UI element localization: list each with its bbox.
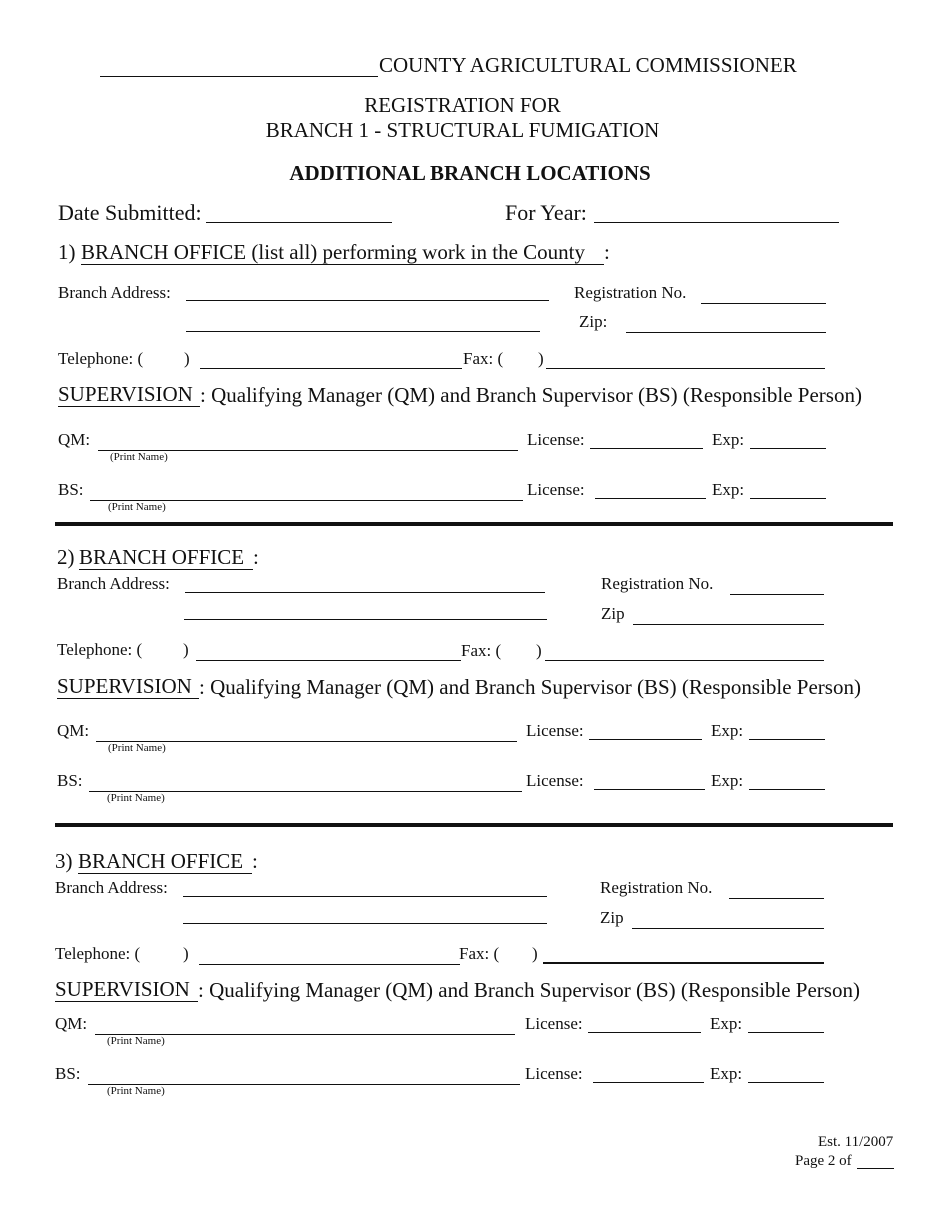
section2-heading: BRANCH OFFICE (79, 545, 245, 569)
section2-bs-print-name: (Print Name) (107, 792, 165, 804)
section3-zip-label: Zip (600, 908, 624, 927)
section2-qm-label: QM: (57, 721, 90, 740)
section3-registration-label: Registration No. (600, 878, 713, 897)
section3-zip-field[interactable] (632, 928, 824, 929)
county-name-line[interactable] (100, 76, 378, 77)
commissioner-heading: COUNTY AGRICULTURAL COMMISSIONER (379, 53, 797, 77)
section2-fax-field[interactable] (545, 660, 824, 661)
section2-bs-label: BS: (57, 771, 83, 790)
section3-fax-label: Fax: ( (459, 944, 500, 963)
section1-qm-exp-field[interactable] (750, 448, 826, 449)
section-divider-1 (55, 522, 893, 526)
registration-title-line2: BRANCH 1 - STRUCTURAL FUMIGATION (265, 118, 660, 142)
section2-supervision-label: SUPERVISION (57, 674, 192, 698)
section2-branch-address-label: Branch Address: (57, 574, 170, 593)
section1-bs-exp-label: Exp: (712, 480, 745, 499)
form-revision: Est. 11/2007 (818, 1134, 894, 1150)
section3-telephone-field[interactable] (199, 964, 460, 965)
for-year-field[interactable] (594, 222, 839, 223)
section2-zip-field[interactable] (633, 624, 824, 625)
section1-number: 1) (58, 240, 76, 264)
section2-qm-print-name: (Print Name) (108, 742, 166, 754)
section2-number: 2) (57, 545, 75, 569)
section3-qm-license-field[interactable] (588, 1032, 701, 1033)
section3-fax-field[interactable] (543, 962, 824, 964)
section3-qm-print-name: (Print Name) (107, 1035, 165, 1047)
section1-qm-label: QM: (58, 430, 91, 449)
section1-fax-field[interactable] (546, 368, 825, 369)
section3-branch-address-field[interactable] (183, 896, 547, 897)
section2-qm-exp-label: Exp: (711, 721, 744, 740)
section3-qm-label: QM: (55, 1014, 88, 1033)
section1-qm-exp-label: Exp: (712, 430, 745, 449)
section1-branch-address-label: Branch Address: (58, 283, 171, 302)
section2-supervision-text: : Qualifying Manager (QM) and Branch Supervisor (BS) (Responsible Person) (199, 675, 861, 699)
section1-supervision-label: SUPERVISION (58, 382, 193, 406)
date-submitted-field[interactable] (206, 222, 392, 223)
section1-qm-license-field[interactable] (590, 448, 703, 449)
section1-bs-license-field[interactable] (595, 498, 706, 499)
section3-supervision-label: SUPERVISION (55, 977, 190, 1001)
section2-qm-exp-field[interactable] (749, 739, 825, 740)
section2-bs-exp-label: Exp: (711, 771, 744, 790)
section2-fax-label: Fax: ( (461, 641, 502, 660)
section1-zip-label: Zip: (579, 312, 608, 331)
section1-telephone-label: Telephone: ( (58, 349, 144, 368)
section3-qm-exp-label: Exp: (710, 1014, 743, 1033)
section2-qm-license-field[interactable] (589, 739, 702, 740)
section1-registration-field[interactable] (701, 303, 826, 304)
section1-bs-label: BS: (58, 480, 84, 499)
section2-registration-field[interactable] (730, 594, 824, 595)
section2-registration-label: Registration No. (601, 574, 714, 593)
registration-title-line1: REGISTRATION FOR (364, 93, 561, 117)
section1-qm-print-name: (Print Name) (110, 451, 168, 463)
section3-bs-print-name: (Print Name) (107, 1085, 165, 1097)
section1-bs-license-label: License: (527, 480, 585, 499)
section1-heading: BRANCH OFFICE (list all) performing work in the County (81, 240, 585, 264)
section3-bs-license-label: License: (525, 1064, 583, 1083)
section3-number: 3) (55, 849, 73, 873)
section2-telephone-field[interactable] (196, 660, 461, 661)
section1-supervision-text: : Qualifying Manager (QM) and Branch Supervisor (BS) (Responsible Person) (200, 383, 862, 407)
page-subtitle: ADDITIONAL BRANCH LOCATIONS (289, 161, 651, 185)
section1-qm-license-label: License: (527, 430, 585, 449)
section3-registration-field[interactable] (729, 898, 824, 899)
page-number-label: Page 2 of (795, 1153, 852, 1169)
section3-bs-exp-label: Exp: (710, 1064, 743, 1083)
section2-telephone-label: Telephone: ( (57, 640, 143, 659)
section2-bs-license-label: License: (526, 771, 584, 790)
section2-qm-license-label: License: (526, 721, 584, 740)
section1-registration-label: Registration No. (574, 283, 687, 302)
section3-branch-address-label: Branch Address: (55, 878, 168, 897)
section3-heading: BRANCH OFFICE (78, 849, 244, 873)
section-divider-2 (55, 823, 893, 827)
section1-bs-print-name: (Print Name) (108, 501, 166, 513)
section2-branch-address-field[interactable] (185, 592, 545, 593)
section2-branch-address-field2[interactable] (184, 619, 547, 620)
section3-qm-exp-field[interactable] (748, 1032, 824, 1033)
section1-bs-exp-field[interactable] (750, 498, 826, 499)
section1-telephone-field[interactable] (200, 368, 462, 369)
for-year-label: For Year: (505, 200, 587, 225)
section1-branch-address-field2[interactable] (186, 331, 540, 332)
section3-telephone-label: Telephone: ( (55, 944, 141, 963)
section3-branch-address-field2[interactable] (183, 923, 547, 924)
section3-bs-exp-field[interactable] (748, 1082, 824, 1083)
section3-qm-license-label: License: (525, 1014, 583, 1033)
section2-bs-license-field[interactable] (594, 789, 705, 790)
page-total-field[interactable] (857, 1168, 894, 1169)
section2-bs-exp-field[interactable] (749, 789, 825, 790)
section1-branch-address-field[interactable] (186, 300, 549, 301)
section1-fax-label: Fax: ( (463, 349, 504, 368)
date-submitted-label: Date Submitted: (58, 200, 202, 225)
section3-supervision-text: : Qualifying Manager (QM) and Branch Supervisor (BS) (Responsible Person) (198, 978, 860, 1002)
section2-zip-label: Zip (601, 604, 625, 623)
section1-zip-field[interactable] (626, 332, 826, 333)
section3-bs-label: BS: (55, 1064, 81, 1083)
section3-bs-license-field[interactable] (593, 1082, 704, 1083)
